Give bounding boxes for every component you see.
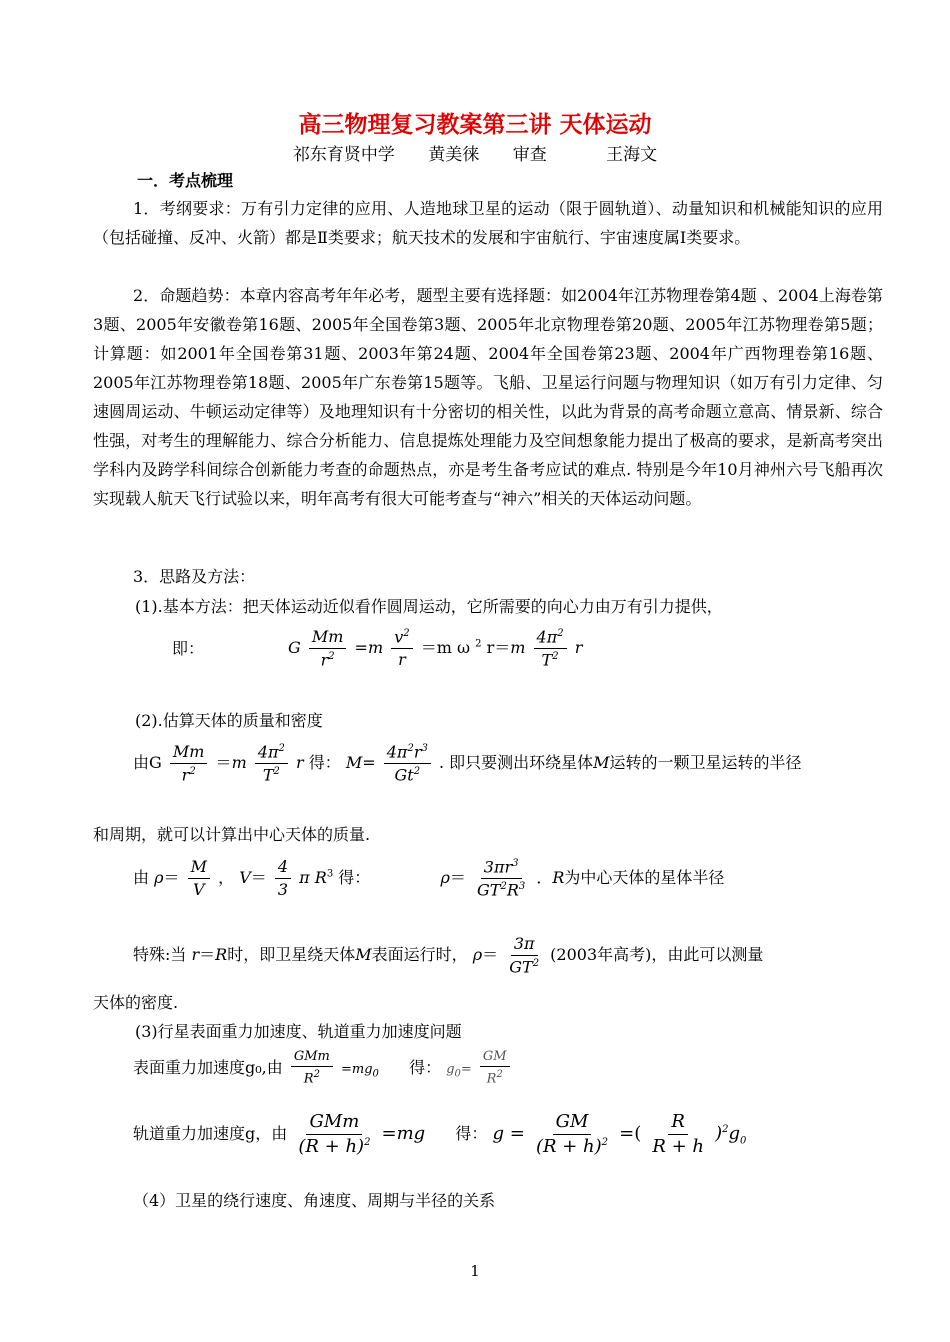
method-3-text: (3)行星表面重力加速度、轨道重力加速度问题 xyxy=(135,1022,462,1041)
method-2b-lead: 由 xyxy=(133,867,150,887)
special-case-line: 特殊:当 r＝R时，即卫星绕天体M表面运行时， ρ＝ $\frac{3\pi}{GT^2}$ (2003年高考)，由此可以测量 xyxy=(133,934,764,976)
method-2-next: 和周期，就可以计算出中心天体的质量. xyxy=(93,825,371,844)
method-3a-get: 得： xyxy=(409,1057,442,1077)
formula-surface-gravity: 表面重力加速度g₀,由 $\frac{\text{GMm}}{R^2}$ $=mg_0$ 得： $g_0=$ $\frac{GM}{R^2}$ xyxy=(133,1050,513,1100)
author-name: 黄美徕 xyxy=(428,145,480,165)
reviewer-name: 王海文 xyxy=(606,145,658,165)
page-title: 高三物理复习教案第三讲 天体运动 xyxy=(298,112,652,138)
method-1-lead: 即： xyxy=(172,639,205,658)
special-mid2: 表面运行时， xyxy=(371,944,468,964)
special-next: 天体的密度. xyxy=(93,993,179,1012)
author-line xyxy=(0,140,950,165)
method-3b-get: 得： xyxy=(455,1123,488,1143)
method-3a-lead: 表面重力加速度g₀,由 xyxy=(133,1057,283,1077)
method-2-get: 得： xyxy=(308,752,341,772)
special-mid: 时，即卫星绕天体 xyxy=(227,944,356,964)
section-heading: 一．考点梳理 xyxy=(137,171,234,190)
special-tail: (2003年高考)，由此可以测量 xyxy=(550,944,764,964)
method-1-text: (1).基本方法：把天体运动近似看作圆周运动，它所需要的向心力由万有引力提供， xyxy=(135,597,723,616)
school-name: 祁东育贤中学 xyxy=(292,145,395,165)
special-lead: 特殊:当 xyxy=(133,944,187,964)
paragraph-trend: 2．命题趋势：本章内容高考年年必考，题型主要有选择题：如2004年江苏物理卷第4题 、2004上海卷第3题、2005年安徽卷第16题、2005年全国卷第3题、2005年北京物理卷第20题、2005年江苏物理卷第5题；计算题：如2001年全国卷第31题、2003年第24题、2004年全国卷第23题、2004年广西物理卷第16题、2005年江苏物理卷第18题、2005年广东卷第15题等。飞船、卫星运行问题与物理知识（如万有引力定律、匀速圆周运动、牛顿运动定律等）及地理知识有十分密切的相关性，以此为背景的高考命题立意高、情景新、综合性强，对考生的理解能力、综合分析能力、信息提炼处理能力及空间想象能力提出了极高的要求，是新高考突出学科内及跨学科间综合创新能力考查的命题热点，亦是考生备考应试的难点. 特别是今年10月神州六号飞船再次实现载人航天飞行试验以来，明年高考有很大可能考查与“神六”相关的天体运动问题。 xyxy=(93,286,883,508)
method-3b-lead: 轨道重力加速度g，由 xyxy=(133,1123,288,1143)
formula-orbital-gravity: 轨道重力加速度g，由 $\frac{\text{GMm}}{(R + h)^2}$ =mg 得： g = $\frac{GM}{(R + h)^2}$ =( $\frac{R}{R + h}$ )$^2g_0$ xyxy=(133,1111,747,1157)
method-2b-tail: 为中心天体的星体半径 xyxy=(564,867,725,887)
page-number: 1 xyxy=(470,1262,480,1280)
method-2-lead: 由G xyxy=(133,752,162,772)
method-2-tail2: 运转的一颗卫星运转的半径 xyxy=(609,752,802,772)
method-2-tail: . 即只要测出环绕星体 xyxy=(438,752,594,772)
formula-centripetal: G $\frac{Mm}{r^2}$ =m $\frac{v^2}{r}$ ＝m ω $^2$ r＝m $\frac{4\pi^2}{T^2}$ r xyxy=(288,627,583,670)
review-label: 审查 xyxy=(512,145,547,165)
formula-density: 由 ρ＝ $\frac{M}{V}$ ， V＝ $\frac{4}{3}$ π $R^3$ 得： ρ＝ $\frac{3\pi r^3}{GT^2R^3}$ ．R为中心天体的星体半径 xyxy=(133,857,725,900)
method-4-text: （4）卫星的绕行速度、角速度、周期与半径的关系 xyxy=(133,1191,496,1210)
paragraph-syllabus: 1．考纲要求：万有引力定律的应用、人造地球卫星的运动（限于圆轨道）、动量知识和机械能知识的应用（包括碰撞、反冲、火箭）都是Ⅱ类要求；航天技术的发展和宇宙航行、宇宙速度属Ⅰ类要求。 xyxy=(93,199,883,247)
method-2b-get: 得： xyxy=(338,867,371,887)
method-2-text: (2).估算天体的质量和密度 xyxy=(135,711,323,730)
formula-mass: 由G $\frac{Mm}{r^2}$ ＝m $\frac{4\pi^2}{T^2}$ r 得： M= $\frac{4\pi^2r^3}{Gt^2}$ . 即只要测出环绕星体M运转的一颗卫星运转的半径 xyxy=(133,742,802,785)
paragraph-method-heading: 3．思路及方法： xyxy=(133,567,256,586)
